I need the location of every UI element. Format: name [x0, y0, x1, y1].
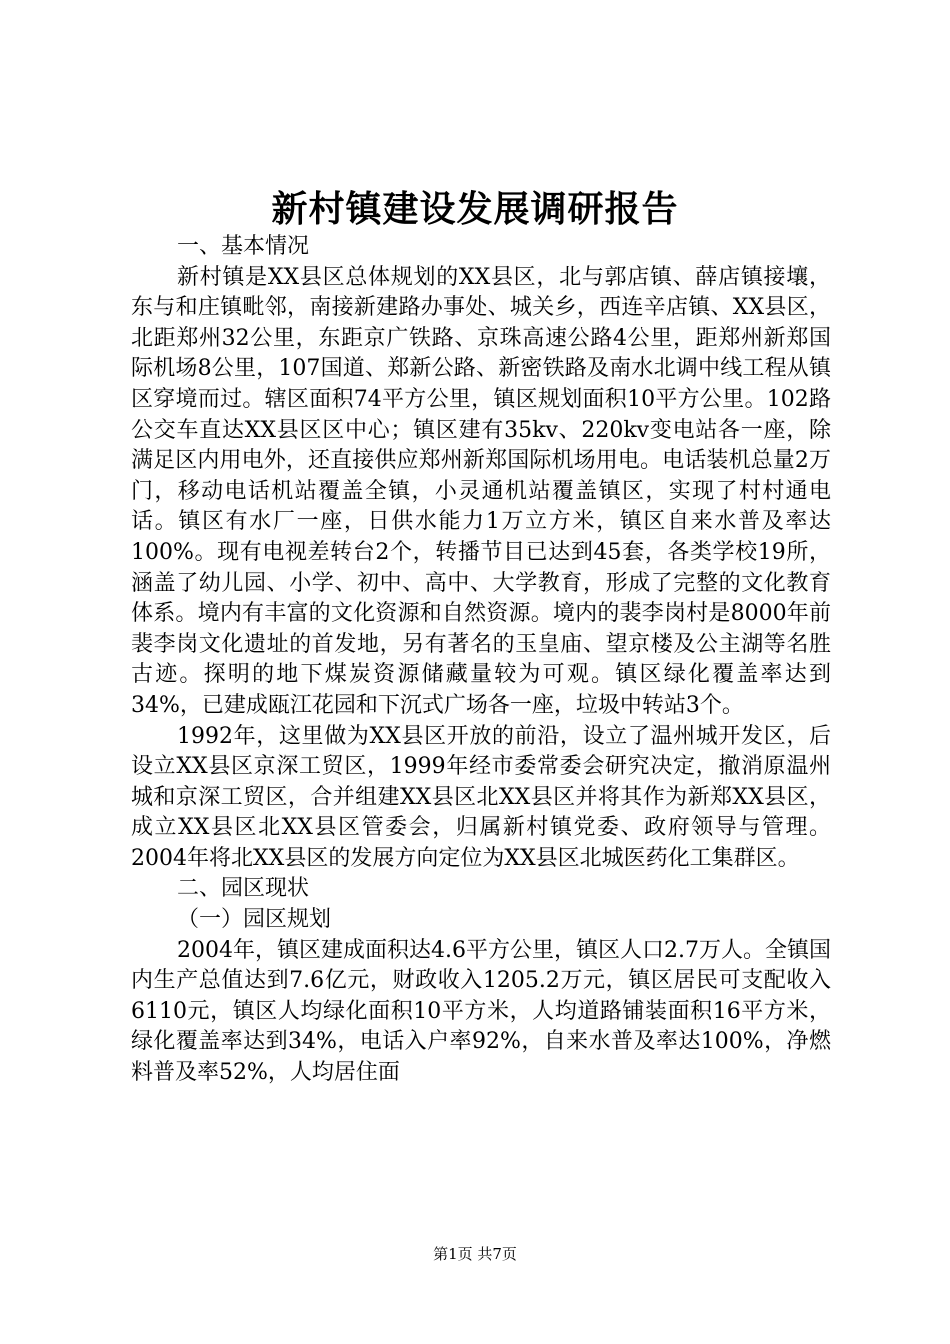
subsection-heading-planning: （一）园区规划	[177, 907, 332, 933]
section-heading-status: 二、园区现状	[177, 876, 310, 902]
paragraph-overview: 新村镇是XX县区总体规划的XX县区，北与郭店镇、薛店镇接壤，东与和庄镇毗邻，南接新建路办事处、城关乡，西连辛店镇、XX县区，北距郑州32公里，东距京广铁路、京珠高速公路4公里，距郑州新郑国际机场8公里，107国道、郑新公路、新密铁路及南水北调中线工程从镇区穿境而过。辖区面积74平方公里，镇区规划面积10平方公里。102路公交车直达XX县区区中心；镇区建有35kv、220kv变电站各一座，除满足区内用电外，还直接供应郑州新郑国际机场用电。电话装机总量2万门，移动电话机站覆盖全镇，小灵通机站覆盖镇区，实现了村村通电话。镇区有水厂一座，日供水能力1万立方米，镇区自来水普及率达100%。现有电视差转台2个，转播节目已达到45套，各类学校19所，涵盖了幼儿园、小学、初中、高中、大学教育，形成了完整的文化教育体系。境内有丰富的文化资源和自然资源。境内的裴李岗村是8000年前裴李岗文化遗址的首发地，另有著名的玉皇庙、望京楼及公主湖等名胜古迹。探明的地下煤炭资源储藏量较为可观。镇区绿化覆盖率达到34%，已建成瓯江花园和下沉式广场各一座，垃圾中转站3个。	[131, 264, 831, 718]
page-number: 第1页 共7页	[433, 1245, 517, 1263]
document-title: 新村镇建设发展调研报告	[271, 188, 679, 230]
section-heading-basic: 一、基本情况	[177, 234, 310, 259]
paragraph-history: 1992年，这里做为XX县区开放的前沿，设立了温州城开发区，后设立XX县区京深工贸区，1999年经市委常委会研究决定，撤消原温州城和京深工贸区，合并组建XX县区北XX县区并将其作为新郑XX县区，成立XX县区北XX县区管委会，归属新村镇党委、政府领导与管理。2004年将北XX县区的发展方向定位为XX县区北城医药化工集群区。	[131, 723, 831, 871]
paragraph-statistics: 2004年，镇区建成面积达4.6平方公里，镇区人口2.7万人。全镇国内生产总值达到7.6亿元，财政收入1205.2万元，镇区居民可支配收入6110元，镇区人均绿化面积10平方米，人均道路铺装面积16平方米，绿化覆盖率达到34%，电话入户率92%，自来水普及率达100%，净燃料普及率52%，人均居住面	[131, 937, 831, 1086]
document-body	[131, 232, 831, 1089]
